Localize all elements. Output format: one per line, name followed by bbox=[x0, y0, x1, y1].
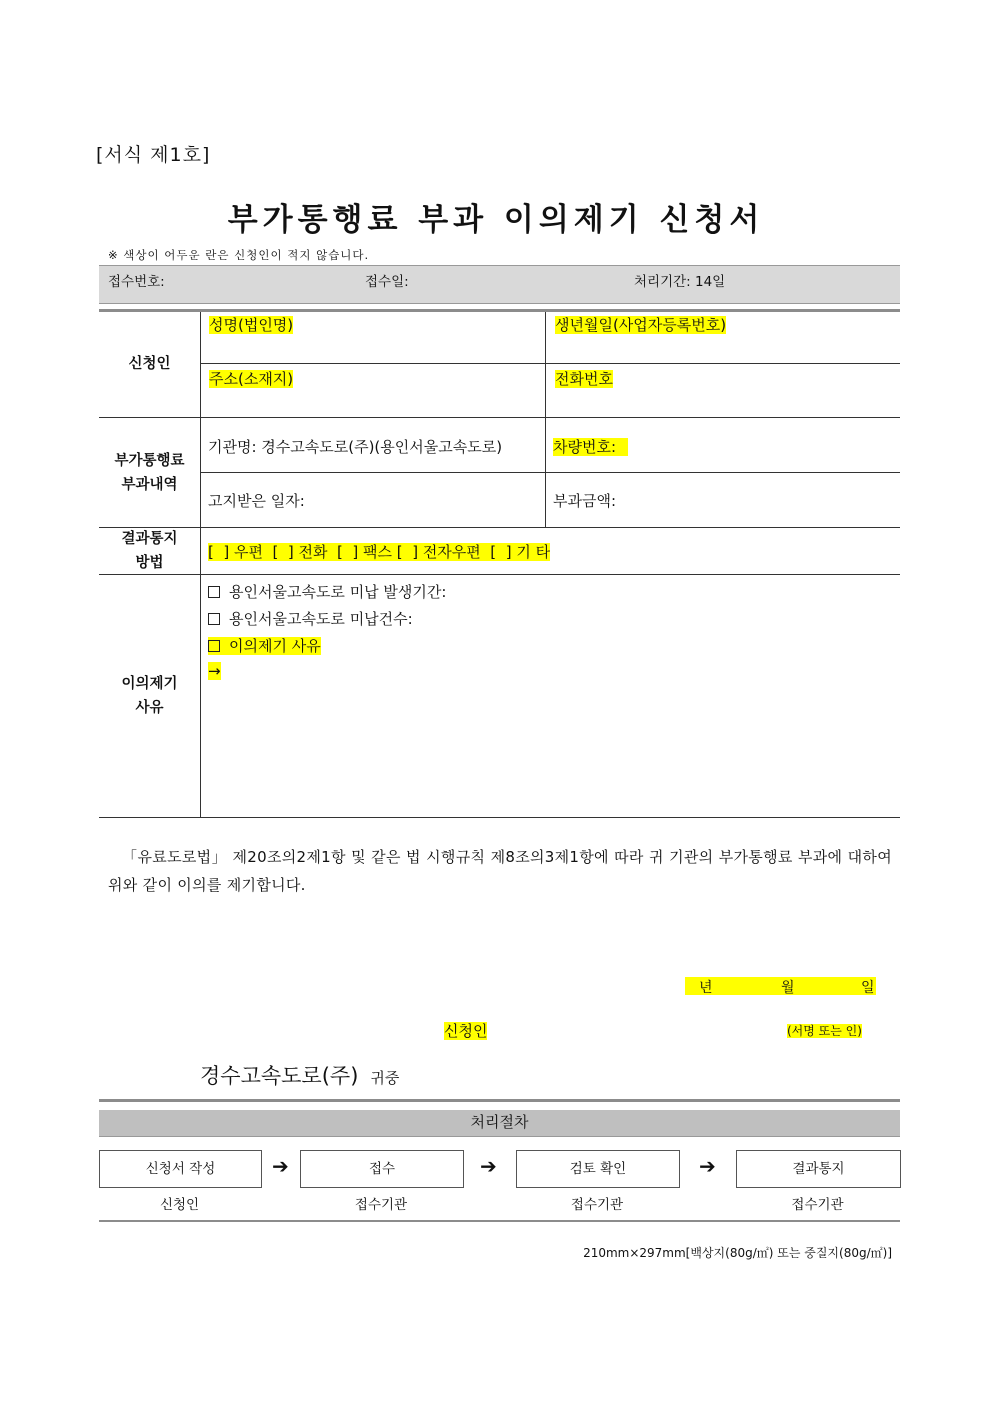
reception-bar bbox=[99, 265, 900, 304]
checkbox-icon[interactable] bbox=[208, 613, 220, 625]
charge-section-label bbox=[99, 449, 200, 497]
form-number: [서식 제1호] bbox=[96, 144, 211, 166]
reason-item-objection[interactable] bbox=[208, 635, 321, 656]
reason-item-objection-text: 이의제기 사유 bbox=[229, 637, 321, 655]
charge-amount-label: 부과금액: bbox=[553, 492, 617, 510]
arrow-right-icon: ➔ bbox=[480, 1154, 497, 1178]
page-title: 부가통행료 부과 이의제기 신청서 bbox=[227, 202, 765, 238]
notify-label-line1: 결과통지 bbox=[121, 531, 178, 547]
applicant-section-label: 신청인 bbox=[128, 356, 171, 372]
procedure-actor: 접수기관 bbox=[791, 1197, 844, 1213]
charge-label-line2: 부과내역 bbox=[121, 477, 178, 493]
divider bbox=[99, 417, 900, 418]
reason-item-period[interactable] bbox=[208, 581, 446, 602]
procedure-step: 검토 확인 bbox=[516, 1150, 680, 1188]
birth-field-label: 생년월일(사업자등록번호) bbox=[555, 316, 727, 334]
procedure-top-border bbox=[99, 1099, 900, 1102]
processing-period-label: 처리기간: 14일 bbox=[634, 274, 726, 290]
charge-label-line1: 부가통행료 bbox=[114, 453, 185, 469]
recipient-suffix: 귀중 bbox=[370, 1069, 400, 1087]
divider bbox=[200, 363, 900, 364]
procedure-actor: 접수기관 bbox=[354, 1197, 408, 1213]
procedure-actor: 접수기관 bbox=[570, 1197, 624, 1213]
reason-item-count[interactable] bbox=[208, 608, 413, 629]
divider bbox=[99, 527, 900, 528]
divider bbox=[200, 472, 900, 473]
reception-date-label: 접수일: bbox=[365, 274, 409, 290]
reason-section-label bbox=[99, 672, 200, 720]
reason-item-period-text: 용인서울고속도로 미납 발생기간: bbox=[229, 583, 447, 601]
date-line[interactable] bbox=[685, 977, 876, 995]
reception-number-label: 접수번호: bbox=[108, 274, 165, 290]
checkbox-icon[interactable] bbox=[208, 586, 220, 598]
reason-item-count-text: 용인서울고속도로 미납건수: bbox=[229, 610, 413, 628]
procedure-step: 결과통지 bbox=[736, 1150, 901, 1188]
column-divider bbox=[200, 312, 201, 817]
agency-label: 기관명: 경수고속도로(주)(용인서울고속도로) bbox=[208, 438, 503, 456]
procedure-step: 접수 bbox=[300, 1150, 464, 1188]
notice-date-label: 고지받은 일자: bbox=[208, 492, 305, 510]
reason-label-line2: 사유 bbox=[135, 700, 164, 716]
notify-label-line2: 방법 bbox=[135, 555, 164, 571]
phone-field-label: 전화번호 bbox=[555, 370, 613, 388]
reason-label-line1: 이의제기 bbox=[121, 676, 178, 692]
recipient-name: 경수고속도로(주) bbox=[200, 1064, 359, 1088]
signature-note[interactable]: (서명 또는 인) bbox=[787, 1024, 862, 1038]
day-label: 일 bbox=[861, 980, 875, 996]
month-label: 월 bbox=[781, 980, 795, 996]
notify-section-label bbox=[99, 527, 200, 575]
table-top-border bbox=[99, 309, 900, 312]
checkbox-icon[interactable] bbox=[208, 640, 220, 652]
table-bottom-border bbox=[99, 817, 900, 818]
applicant-sign-label: 신청인 bbox=[444, 1022, 488, 1040]
address-field-label: 주소(소재지) bbox=[209, 370, 294, 388]
arrow-icon: → bbox=[208, 662, 221, 680]
column-divider bbox=[545, 312, 546, 527]
name-field-label: 성명(법인명) bbox=[209, 316, 294, 334]
statement-paragraph: 「유료도로법」 제20조의2제1항 및 같은 법 시행규칙 제8조의3제1항에 따라 귀 기관의 부가통행료 부과에 대하여 위와 같이 이의를 제기합니다. bbox=[108, 848, 892, 894]
arrow-right-icon: ➔ bbox=[699, 1154, 716, 1178]
divider bbox=[99, 574, 900, 575]
paper-spec: 210mm×297mm[백상지(80g/㎡) 또는 중질지(80g/㎡)] bbox=[583, 1246, 892, 1260]
procedure-actor: 신청인 bbox=[159, 1197, 200, 1213]
form-note: ※ 색상이 어두운 란은 신청인이 적지 않습니다. bbox=[108, 248, 370, 262]
arrow-right-icon: ➔ bbox=[272, 1154, 289, 1178]
recipient bbox=[200, 1060, 399, 1090]
notify-options[interactable]: [ ] 우편 [ ] 전화 [ ] 팩스 [ ] 전자우편 [ ] 기 타 bbox=[208, 543, 551, 561]
procedure-bottom-border bbox=[99, 1220, 900, 1222]
vehicle-number-label: 차량번호: bbox=[553, 438, 628, 456]
procedure-step: 신청서 작성 bbox=[99, 1150, 262, 1188]
year-label: 년 bbox=[699, 980, 713, 996]
procedure-header: 처리절차 bbox=[99, 1110, 900, 1137]
